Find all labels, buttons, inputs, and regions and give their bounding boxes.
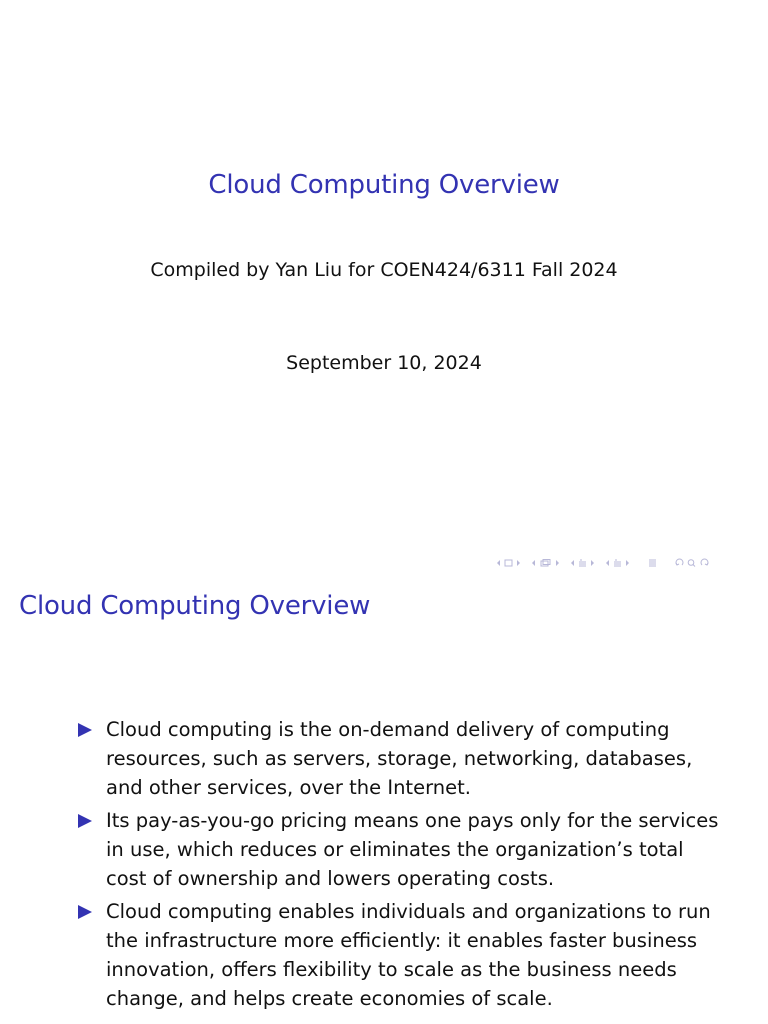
presentation-author: Compiled by Yan Liu for COEN424/6311 Fall 2024 [150, 259, 618, 281]
bullet-triangle-icon [78, 814, 92, 828]
presentation-title: Cloud Computing Overview [208, 170, 560, 200]
content-slide [0, 577, 768, 1024]
bullet-text: Cloud computing is the on-demand delivery of computing resources, such as servers, storage, networking, databases, and other services, over the Internet. [106, 718, 693, 799]
presentation-date: September 10, 2024 [286, 352, 482, 374]
bullet-text: Cloud computing enables individuals and organizations to run the infrastructure more efficiently: it enables faster business innovation, offers flexibility to scale as the business needs change, and helps create economies of scale. [106, 900, 711, 1010]
nav-slide-icon[interactable] [496, 558, 522, 568]
nav-section-icon[interactable] [605, 558, 631, 568]
nav-search-icon[interactable] [674, 558, 710, 568]
bullet-triangle-icon [78, 905, 92, 919]
beamer-navigation-bar [496, 556, 719, 570]
list-item [76, 806, 726, 893]
bullet-triangle-icon [78, 723, 92, 737]
list-item [76, 715, 726, 802]
list-item [76, 897, 726, 1013]
nav-frame-icon[interactable] [531, 558, 561, 568]
nav-align-icon[interactable] [648, 558, 658, 568]
bullet-text: Its pay-as-you-go pricing means one pays only for the services in use, which reduces or eliminates the organization’s total cost of ownership and lowers operating costs. [106, 809, 719, 890]
nav-subsection-icon[interactable] [570, 558, 596, 568]
bullet-list [76, 715, 726, 1017]
frame-title: Cloud Computing Overview [19, 591, 371, 621]
